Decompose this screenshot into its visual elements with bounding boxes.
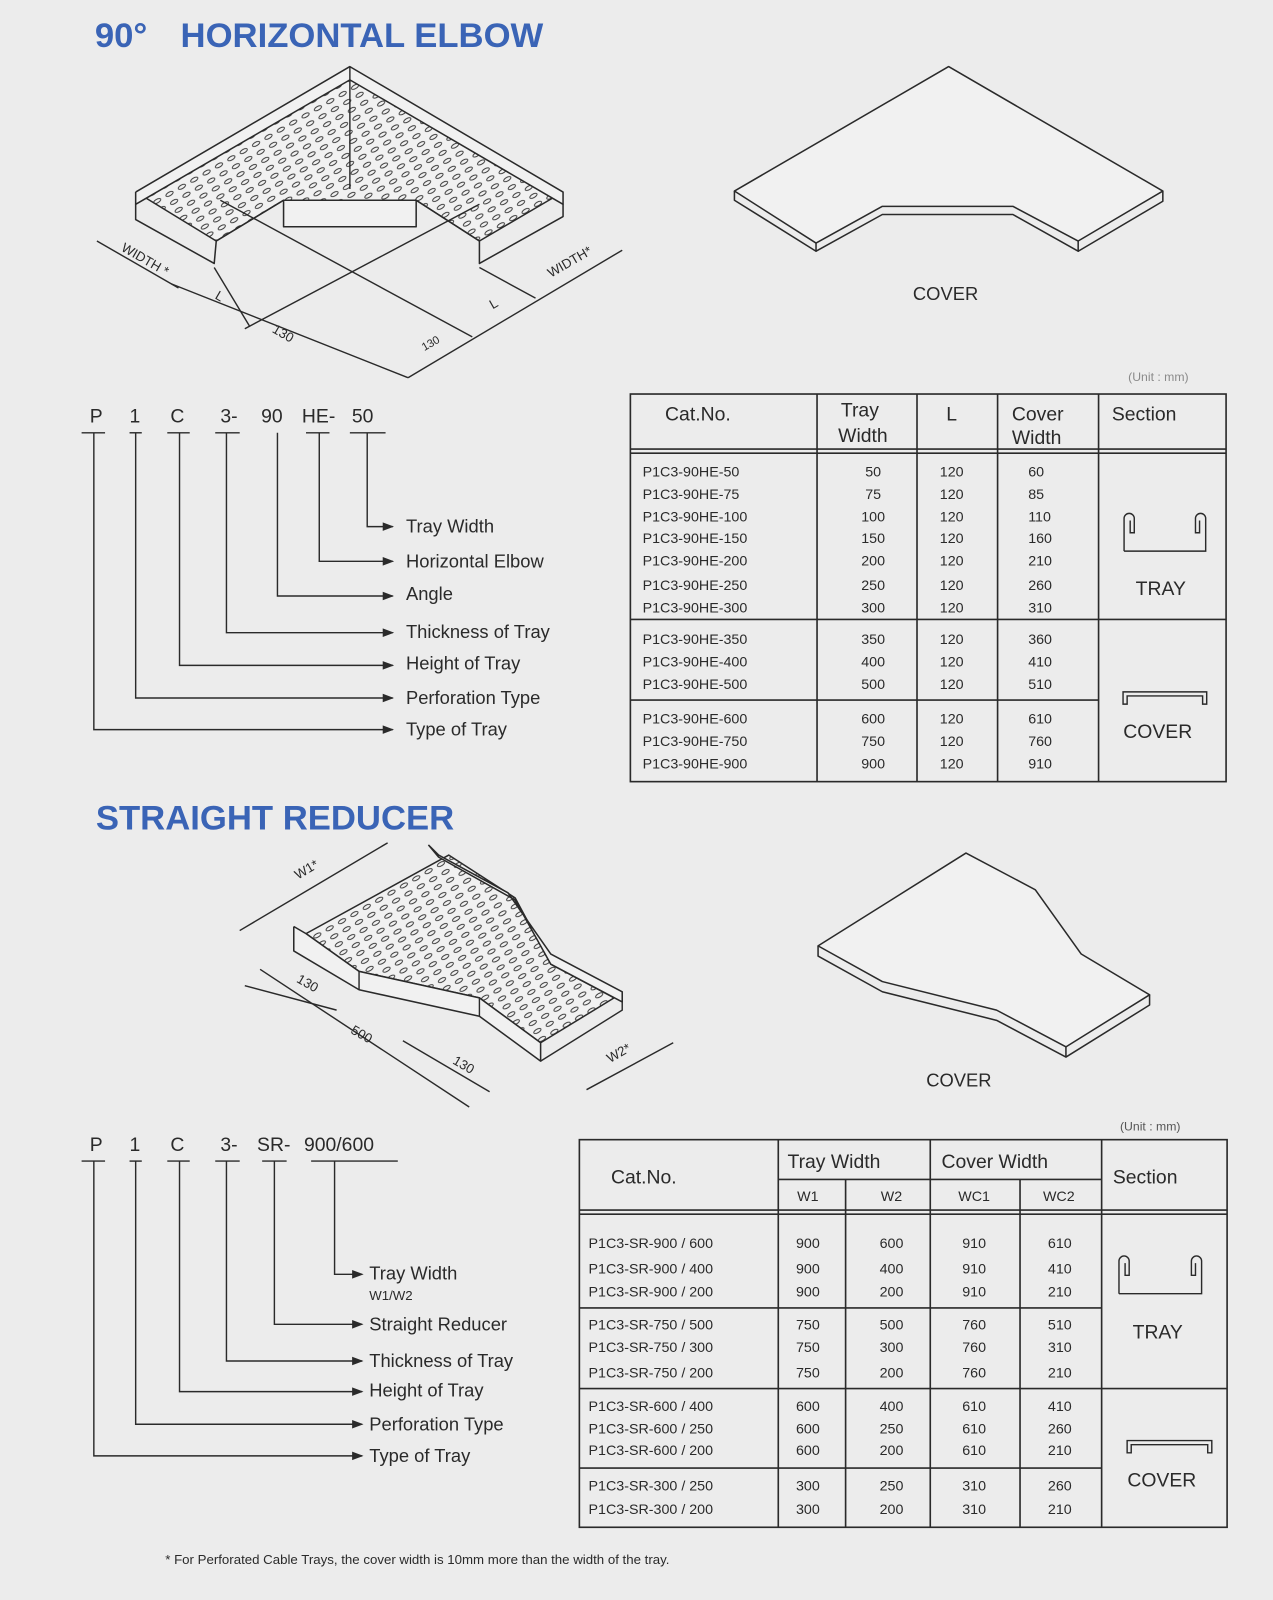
table-cell: 300 [879,1339,904,1356]
code-part: HE- [301,405,336,428]
reducer-unit-label: (Unit : mm) [1119,1119,1181,1134]
dim-l-right: L [486,295,501,312]
tray-section-icon [1119,1256,1202,1294]
table-cell: 760 [962,1339,987,1356]
table-row [643,465,1045,481]
table-cell: 160 [1028,530,1053,547]
header-cover-width: Cover Width [941,1151,1049,1174]
header-cat-no: Cat.No. [610,1166,677,1189]
table-cell: P1C3-90HE-200 [642,553,748,570]
table-cell: 360 [1028,631,1053,648]
table-cell: P1C3-90HE-600 [642,711,748,728]
code-meaning: Height of Tray [405,652,521,674]
table-cell: 260 [1047,1478,1072,1495]
table-cell: P1C3-90HE-500 [642,676,748,693]
table-row [589,1479,1072,1495]
code-meaning: Horizontal Elbow [405,550,544,572]
table-cell: 85 [1028,487,1045,504]
table-cell: 510 [1028,676,1053,693]
table-cell: P1C3-90HE-300 [642,600,748,617]
table-cell: 110 [1028,509,1051,526]
table-cell: P1C3-90HE-350 [642,631,748,648]
cover-section-icon [1123,692,1207,704]
dim-l-left: L [212,287,227,305]
reducer-cover-label: COVER [926,1069,992,1091]
table-cell: 410 [1047,1398,1072,1415]
code-leader-arrow [274,1161,362,1324]
table-cell: 600 [795,1442,820,1459]
table-cell: 610 [1028,711,1053,728]
code-leader-arrow [94,1161,362,1456]
table-row [589,1317,1072,1333]
table-cell: 210 [1047,1284,1072,1301]
table-row [589,1421,1072,1437]
table-cell: P1C3-SR-750 / 300 [588,1339,714,1356]
table-cell: 750 [795,1365,820,1382]
dim-130-a: 130 [294,971,321,996]
code-part: C [170,1133,185,1156]
header-section: Section [1112,1166,1178,1189]
elbow-tray-drawing [97,67,622,378]
code-leader-arrow [180,433,393,666]
code-part: 90 [261,405,283,428]
dim-w2: W2* [603,1040,634,1066]
table-cell: 910 [962,1261,987,1278]
table-cell: 120 [939,676,964,693]
code-meaning: Thickness of Tray [369,1350,514,1372]
table-cell: 210 [1047,1365,1072,1382]
code-meaning: Thickness of Tray [405,620,550,642]
table-cell: 120 [939,756,964,773]
header-w1: W1 [797,1188,819,1205]
table-row [589,1365,1072,1381]
reducer-code-breakdown [82,1134,514,1466]
table-cell: 600 [795,1398,820,1415]
table-row [643,578,1052,594]
table-cell: 910 [1028,756,1053,773]
table-cell: 600 [879,1235,904,1252]
table-cell: 600 [795,1421,820,1438]
table-row [643,632,1052,648]
table-row [643,711,1052,727]
table-cell: 510 [1047,1317,1072,1334]
table-cell: 900 [861,756,886,773]
table-cell: 300 [795,1502,820,1519]
table-row [589,1236,1072,1252]
elbow-title: HORIZONTAL ELBOW [180,17,544,56]
code-part: 50 [351,405,374,428]
table-row [589,1399,1072,1415]
table-cell: P1C3-SR-900 / 200 [588,1284,714,1301]
reducer-spec-table [579,1140,1227,1528]
table-row [589,1443,1072,1459]
table-cell: P1C3-90HE-250 [642,577,748,594]
elbow-spec-table [630,394,1226,782]
table-row [643,487,1045,503]
table-cell: P1C3-SR-900 / 600 [588,1235,714,1252]
table-row [589,1502,1072,1518]
code-meaning: Perforation Type [369,1413,504,1435]
tray-section-icon [1124,513,1206,551]
header-w2: W2 [880,1188,903,1205]
dim-130-left: 130 [269,321,297,346]
table-row [643,677,1052,693]
table-cell: P1C3-SR-300 / 250 [588,1478,714,1495]
code-part: P [89,1133,103,1156]
dim-500: 500 [348,1022,376,1047]
cover-section-icon [1127,1441,1212,1453]
table-cell: 250 [861,577,886,594]
code-leader-arrow [136,433,393,698]
table-cell: 900 [795,1284,820,1301]
dim-130-b: 130 [450,1052,478,1077]
table-cell: 60 [1028,464,1045,481]
code-meaning: Type of Tray [405,718,508,740]
table-cell: 910 [962,1235,987,1252]
code-leader-arrow [94,433,393,730]
table-cell: 120 [939,631,964,648]
table-row [643,600,1052,616]
table-cell: P1C3-90HE-75 [642,487,740,504]
table-cell: P1C3-SR-600 / 200 [588,1442,714,1459]
elbow-cover-label: COVER [912,283,979,305]
table-cell: 120 [939,577,964,594]
table-cell: 120 [939,464,964,481]
table-cell: 750 [795,1339,820,1356]
table-cell: P1C3-SR-750 / 200 [588,1365,714,1382]
table-row [643,756,1052,772]
section-cover-label: COVER [1127,1469,1197,1492]
header-tray-width: Width [838,424,888,447]
table-cell: P1C3-90HE-400 [642,654,748,671]
table-cell: 210 [1047,1442,1072,1459]
table-cell: 500 [879,1317,904,1334]
table-cell: 750 [861,733,886,750]
header-cat-no: Cat.No. [665,403,731,426]
table-cell: 350 [861,631,886,648]
code-leader-arrow [136,1161,362,1424]
table-cell: 300 [861,600,886,617]
table-cell: 310 [962,1502,987,1519]
header-cover-width: Cover [1011,403,1064,426]
reducer-title: STRAIGHT REDUCER [95,799,455,838]
code-meaning: Tray Width [405,515,495,537]
code-part: 3- [220,405,238,428]
code-part: 3- [220,1133,238,1156]
table-cell: 260 [1028,577,1053,594]
table-row [643,531,1052,547]
table-cell: 750 [795,1317,820,1334]
table-cell: 250 [879,1478,904,1495]
table-cell: 760 [1028,733,1053,750]
header-wc1: WC1 [958,1188,990,1205]
code-meaning: Height of Tray [369,1379,484,1401]
code-meaning: Type of Tray [369,1445,471,1467]
table-row [589,1261,1072,1277]
table-cell: 900 [795,1261,820,1278]
code-leader-arrow [226,1161,362,1361]
dim-130-right: 130 [419,334,443,354]
section-cover-label: COVER [1123,720,1193,743]
elbow-title-angle: 90° [94,17,148,56]
reducer-tray-drawing [240,843,674,1107]
table-cell: P1C3-90HE-750 [642,733,748,750]
code-part: 1 [129,1133,141,1156]
header-wc2: WC2 [1042,1188,1075,1205]
code-part: 900/600 [303,1133,375,1156]
code-part: P [89,405,103,428]
section-tray-label: TRAY [1132,1321,1183,1344]
table-cell: 210 [1047,1502,1072,1519]
footnote: * For Perforated Cable Trays, the cover width is 10mm more than the width of the tray. [165,1552,670,1568]
table-cell: 310 [1028,600,1053,617]
table-row [643,553,1052,569]
table-cell: 610 [1047,1235,1072,1252]
table-cell: 200 [879,1284,904,1301]
table-row [643,510,1051,526]
table-cell: 120 [939,487,964,504]
table-cell: 250 [879,1421,904,1438]
table-row [643,734,1052,750]
code-leader-arrow [277,433,392,596]
table-cell: 600 [861,711,886,728]
reducer-cover-drawing [818,853,1150,1091]
table-cell: 100 [861,509,886,526]
code-meaning: Tray Width [369,1262,458,1284]
code-part: SR- [257,1133,291,1156]
table-cell: P1C3-SR-600 / 400 [588,1398,714,1415]
code-leader-arrow [367,433,393,527]
table-cell: 260 [1047,1421,1072,1438]
dim-w1: W1* [291,856,322,883]
table-cell: 400 [861,654,886,671]
elbow-unit-label: (Unit : mm) [1128,369,1189,384]
table-cell: 120 [939,733,964,750]
table-cell: P1C3-SR-900 / 400 [588,1261,714,1278]
table-cell: 200 [879,1502,904,1519]
code-meaning: Angle [405,583,453,605]
table-cell: 150 [861,530,886,547]
table-cell: 120 [939,600,964,617]
code-meaning: Perforation Type [405,687,541,709]
table-cell: 910 [962,1284,987,1301]
table-row [589,1285,1072,1301]
table-cell: 310 [1047,1339,1072,1356]
table-cell: 610 [962,1398,987,1415]
table-cell: P1C3-90HE-150 [642,530,748,547]
table-cell: P1C3-90HE-50 [642,464,740,481]
table-cell: 610 [962,1442,987,1459]
table-cell: 900 [795,1235,820,1252]
table-cell: P1C3-SR-600 / 250 [588,1421,714,1438]
table-cell: 410 [1028,654,1053,671]
table-cell: 120 [939,654,964,671]
elbow-code-breakdown [82,406,551,740]
table-cell: P1C3-SR-300 / 200 [588,1502,714,1519]
table-cell: 200 [879,1365,904,1382]
table-cell: P1C3-90HE-900 [642,756,748,773]
elbow-cover-drawing [734,67,1162,305]
dim-width-right: WIDTH* [544,243,595,281]
table-cell: 120 [939,509,964,526]
code-meaning-sub: W1/W2 [369,1287,413,1303]
table-row [589,1340,1072,1356]
table-cell: 610 [962,1421,987,1438]
table-cell: 120 [939,711,964,728]
table-cell: 75 [865,487,882,504]
table-cell: 200 [879,1442,904,1459]
code-leader-arrow [319,433,392,562]
header-l: L [946,403,958,426]
dim-width-left: WIDTH * [118,239,172,279]
table-cell: 400 [879,1398,904,1415]
table-cell: 210 [1028,553,1053,570]
table-cell: 410 [1047,1261,1072,1278]
code-meaning: Straight Reducer [369,1313,508,1335]
table-cell: 310 [962,1478,987,1495]
table-cell: 400 [879,1261,904,1278]
header-tray-width: Tray [840,399,879,422]
header-section: Section [1111,403,1177,426]
header-tray-width: Tray Width [787,1151,881,1174]
code-part: 1 [129,405,141,428]
table-cell: 120 [939,530,964,547]
table-cell: P1C3-SR-750 / 500 [588,1317,714,1334]
table-cell: 760 [962,1317,987,1334]
table-cell: P1C3-90HE-100 [642,509,748,526]
table-cell: 300 [795,1478,820,1495]
table-row [643,654,1052,670]
code-part: C [170,405,185,428]
table-cell: 120 [939,553,964,570]
section-tray-label: TRAY [1135,577,1186,600]
table-cell: 500 [861,676,886,693]
header-cover-width: Width [1011,427,1062,450]
table-cell: 760 [962,1365,987,1382]
table-cell: 50 [865,464,882,481]
code-leader-arrow [335,1161,363,1274]
table-cell: 200 [861,553,886,570]
